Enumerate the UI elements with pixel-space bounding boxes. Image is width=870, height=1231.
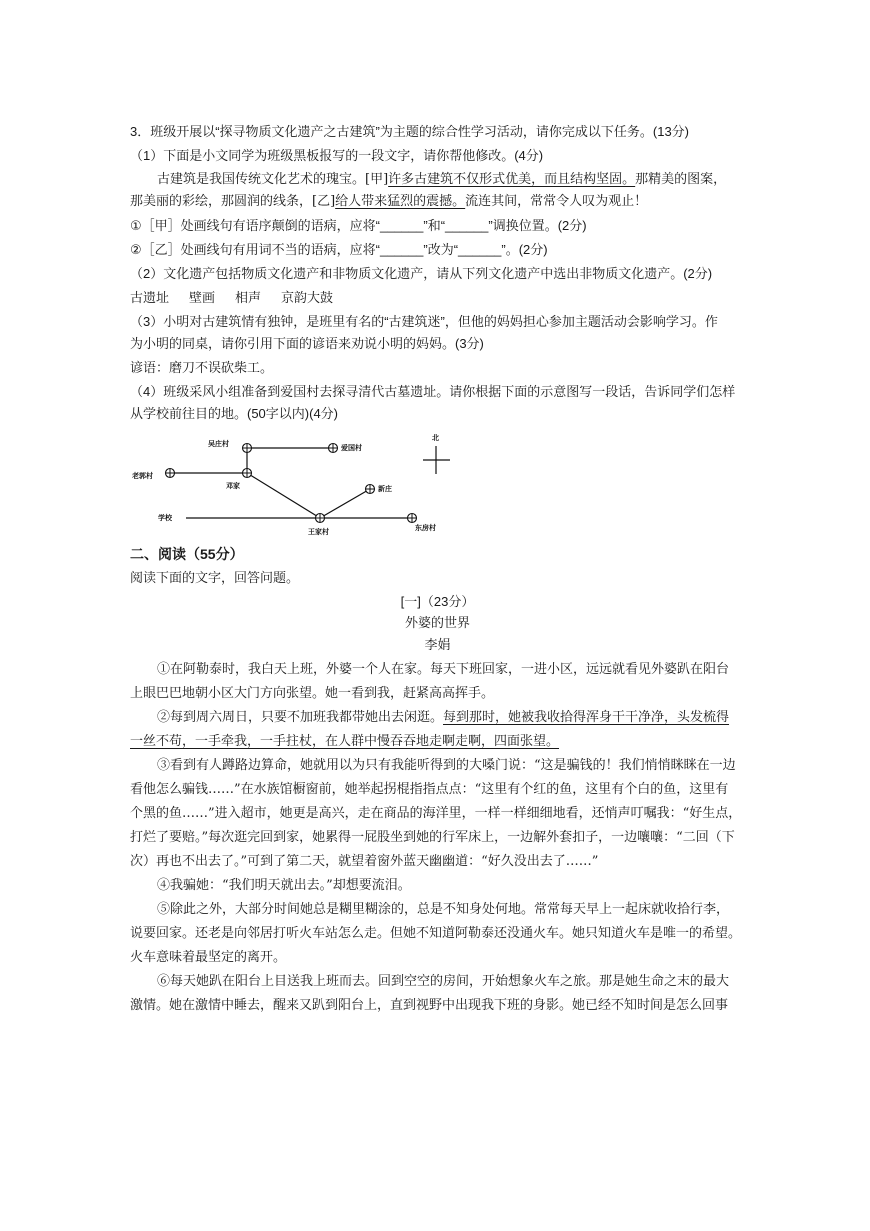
- label-dongfang: 东房村: [415, 525, 436, 532]
- paragraph-3-line-1: ③看到有人蹲路边算命，她就用以为只有我能听得到的大嗓门说：“这是骗钱的！我们悄悄眯眯在一边: [157, 758, 736, 773]
- underlined-sentence-yi: 给人带来猛烈的震撼。: [335, 194, 466, 209]
- option-murals: 壁画: [189, 290, 216, 305]
- question-3-title: 3．班级开展以“探寻物质文化遗产之古建筑”为主题的综合性学习活动，请你完成以下任务。(13分): [130, 124, 690, 139]
- underlined-sentence: 一丝不苟，一手牵我，一手拄杖，在人群中慢吞吞地走啊走啊，四面张望。: [130, 734, 560, 749]
- question-3-part-3-prompt-1: （3）小明对古建筑情有独钟，是班里有名的“古建筑迷”，但他的妈妈担心参加主题活动会影响学习。作: [130, 314, 718, 329]
- paragraph-2-line-1: [157, 708, 745, 728]
- option-crosstalk: 相声: [235, 290, 262, 305]
- underlined-sentence: 每到那时，她被我收拾得浑身干干净净，头发梳得: [443, 710, 730, 725]
- question-3-sub-2: ②［乙］处画线句有用词不当的语病，应将“______”改为“______”。(2分): [130, 242, 548, 257]
- passage-line-2: [130, 192, 745, 212]
- paragraph-3-line-4: 打烂了要赔。”每次逛完回到家，她累得一屁股坐到她的行军床上，一边解外套扣子，一边嚷嚷：“二回（下: [130, 830, 735, 845]
- route-map: [128, 428, 468, 540]
- paragraph-5-line-2: 说要回家。还老是向邻居打听火车站怎么走。但她不知道阿勒泰还没通火车。她只知道火车是唯一的希望。: [130, 926, 742, 941]
- road-dengjia-wangjia: [247, 473, 320, 518]
- option-ancient-site: 古遗址: [130, 290, 170, 305]
- label-xinzhuang: 新庄: [378, 486, 392, 493]
- paragraph-5-line-1: ⑤除此之外，大部分时间她总是糊里糊涂的，总是不知身处何地。常常每天早上一起床就收拾行李，: [157, 902, 730, 917]
- question-3-part-3-prompt-2: 为小明的同桌，请你引用下面的谚语来劝说小明的妈妈。(3分): [130, 336, 484, 351]
- question-3-part-4-prompt-2: 从学校前往目的地。(50字以内)(4分): [130, 406, 339, 421]
- paragraph-6-line-1: ⑥每天她趴在阳台上目送我上班而去。回到空空的房间，开始想象火车之旅。那是她生命之末的最大: [157, 974, 730, 989]
- label-laoguo: 老郭村: [132, 473, 153, 480]
- label-aiguo: 爱国村: [341, 445, 362, 452]
- passage-text: 那精美的图案，: [635, 172, 727, 187]
- road-xinzhuang-wangjia: [320, 489, 370, 518]
- paragraph-1-line-1: ①在阿勒泰时，我白天上班，外婆一个人在家。每天下班回家，一进小区，远远就看见外婆趴在阳台: [157, 662, 730, 677]
- paragraph-1-line-2: 上眼巴巴地朝小区大门方向张望。她一看到我，赶紧高高挥手。: [130, 686, 495, 701]
- label-wuzhuang: 吴庄村: [208, 441, 229, 448]
- option-jingyun-dagu: 京韵大鼓: [281, 290, 334, 305]
- passage-text: 流连其间，常常令人叹为观止！: [465, 194, 648, 209]
- section-2-heading: 二、阅读（55分）: [130, 546, 244, 562]
- compass-north-label: 北: [432, 435, 439, 442]
- paragraph-6-line-2: 激情。她在激情中睡去，醒来又趴到阳台上，直到视野中出现我下班的身影。她已经不知时间是怎么回事: [130, 998, 729, 1013]
- proverb: 谚语：磨刀不误砍柴工。: [130, 360, 274, 375]
- passage-text: 古建筑是我国传统文化艺术的瑰宝。[甲]: [157, 172, 389, 187]
- paragraph-5-line-3: 火车意味着最坚定的离开。: [130, 950, 287, 965]
- question-3-sub-1: ①［甲］处画线句有语序颠倒的语病，应将“______”和“______”调换位置。(2分): [130, 218, 587, 233]
- article-author: 李娟: [424, 638, 451, 653]
- paragraph-text: ②每到周六周日，只要不加班我都带她出去闲逛。: [157, 710, 444, 725]
- paragraph-2-line-2: [130, 732, 745, 752]
- paragraph-3-line-5: 次）再也不出去了。”可到了第二天，就望着窗外蓝天幽幽道：“好久没出去了……”: [130, 854, 599, 869]
- label-wangjia: 王家村: [308, 529, 329, 536]
- section-2-instruction: 阅读下面的文字，回答问题。: [130, 570, 300, 585]
- label-dengjia: 邓家: [226, 483, 240, 490]
- heritage-options: [130, 288, 745, 308]
- part-label: [一]（23分）: [400, 594, 475, 609]
- label-school: 学校: [158, 515, 172, 522]
- question-3-part-1-prompt: （1）下面是小文同学为班级黑板报写的一段文字，请你帮他修改。(4分): [130, 148, 544, 163]
- article-title: 外婆的世界: [404, 616, 470, 631]
- passage-line-1: [157, 170, 745, 190]
- underlined-sentence-jia: 许多古建筑不仅形式优美，而且结构坚固。: [388, 172, 636, 187]
- question-3-part-4-prompt-1: （4）班级采风小组准备到爱国村去探寻清代古墓遗址。请你根据下面的示意图写一段话，告诉同学们怎样: [130, 384, 736, 399]
- paragraph-4: ④我骗她：“我们明天就出去。”却想要流泪。: [157, 878, 411, 893]
- question-3-part-2-prompt: （2）文化遗产包括物质文化遗产和非物质文化遗产，请从下列文化遗产中选出非物质文化遗产。(2分): [130, 266, 713, 281]
- paragraph-3-line-2: 看他怎么骗钱……”在水族馆橱窗前，她举起拐棍指指点点：“这里有个红的鱼，这里有个白的鱼，这里有: [130, 782, 729, 797]
- paragraph-3-line-3: 个黑的鱼……”进入超市，她更是高兴，走在商品的海洋里，一样一样细细地看，还悄声叮嘱我：“好生点，: [130, 806, 742, 821]
- passage-text: 那美丽的彩绘，那圆润的线条，[乙]: [130, 194, 336, 209]
